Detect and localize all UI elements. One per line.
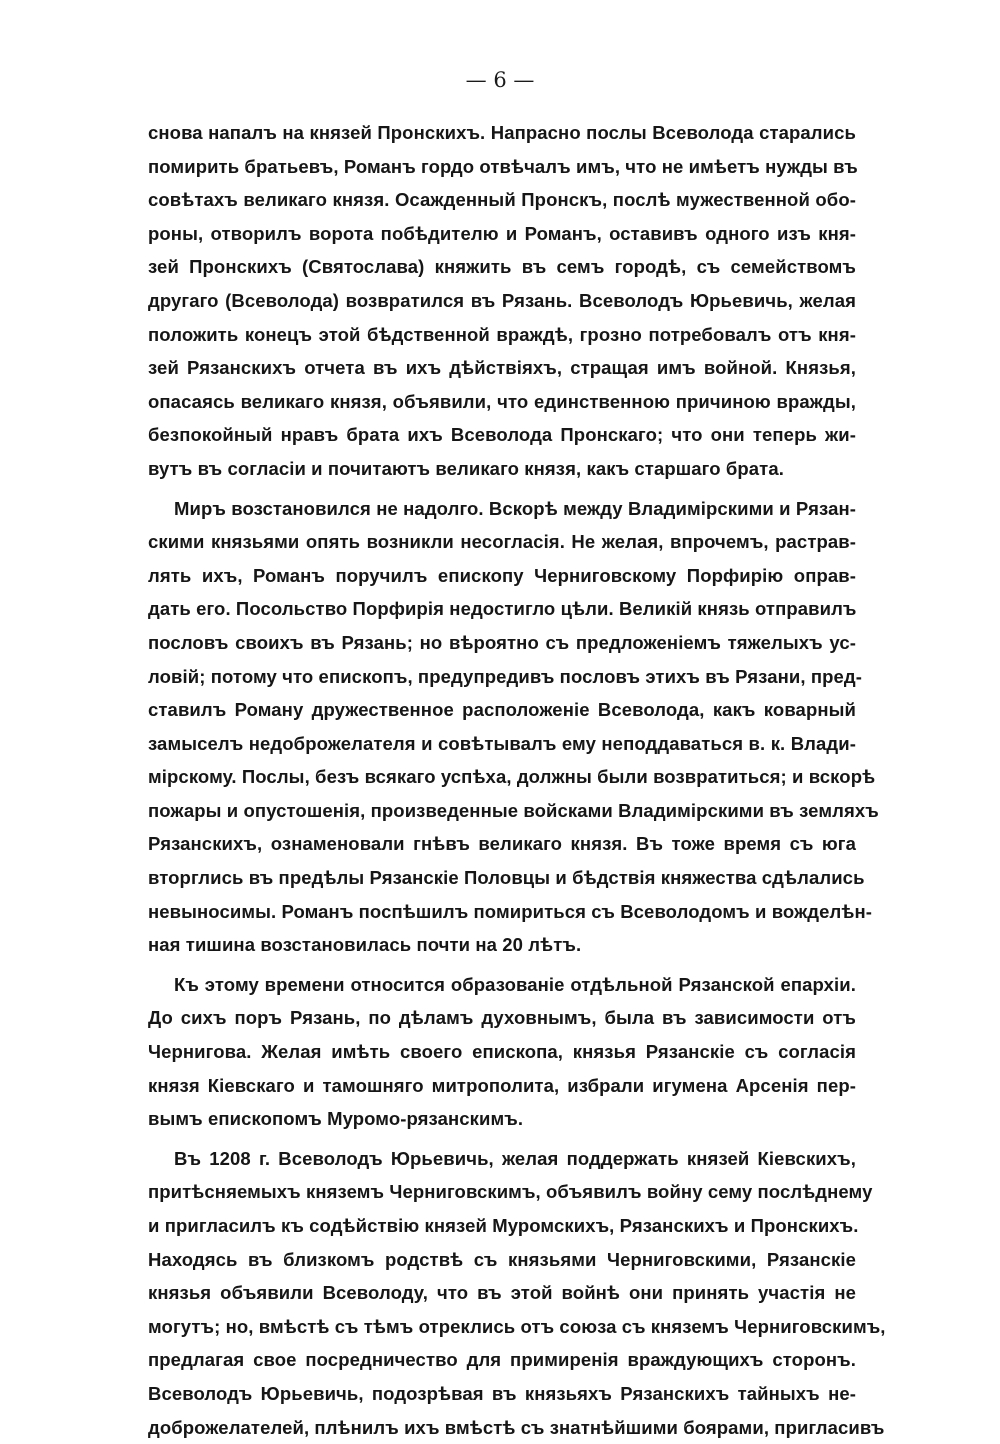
text-line: роны, отворилъ ворота побѣдителю и Романъ, оставивъ одного изъ кня- (148, 222, 856, 244)
text-line: вторглись въ предѣлы Рязанскіе Половцы и бѣдствія княжества сдѣлались (148, 867, 865, 889)
book-page (90, 30, 910, 1438)
text-line: опасаясь великаго князя, объявили, что единственною причиною вражды, (148, 390, 856, 412)
text-line: доброжелателей, плѣнилъ ихъ вмѣстѣ съ знатнѣйшими боярами, пригласивъ (148, 1416, 885, 1438)
paragraph-1 (148, 116, 856, 486)
page-number: — 6 — (465, 68, 535, 92)
text-line: вымъ епископомъ Муромо-рязанскимъ. (148, 1108, 524, 1130)
text-line: вутъ въ согласіи и почитаютъ великаго князя, какъ старшаго брата. (148, 457, 784, 479)
text-line: помирить братьевъ, Романъ гордо отвѣчалъ имъ, что не имѣетъ нужды въ (148, 155, 858, 177)
text-line: князя Кіевскаго и тамошняго митрополита, избрали игумена Арсенія пер- (148, 1074, 856, 1096)
text-line: Въ 1208 г. Всеволодъ Юрьевичь, желая поддержать князей Кіевскихъ, (174, 1147, 856, 1169)
text-line: скими князьями опять возникли несогласія. Не желая, впрочемъ, растрав- (148, 531, 856, 553)
text-line: положить конецъ этой бѣдственной враждѣ, грозно потребовалъ отъ кня- (148, 323, 856, 345)
text-line: другаго (Всеволода) возвратился въ Рязань. Всеволодъ Юрьевичь, желая (148, 289, 856, 311)
text-line: безпокойный нравъ брата ихъ Всеволода Пронскаго; что они теперь жи- (148, 424, 856, 446)
text-line: ная тишина возстановилась почти на 20 лѣтъ. (148, 934, 582, 956)
text-line: Находясь въ близкомъ родствѣ съ князьями Черниговскими, Рязанскіе (148, 1248, 856, 1270)
text-line: дать его. Посольство Порфирія недостигло цѣли. Великій князь отправилъ (148, 598, 857, 620)
text-line: зей Рязанскихъ отчета въ ихъ дѣйствіяхъ, стращая имъ войной. Князья, (148, 357, 856, 379)
paragraph-2 (148, 492, 879, 962)
text-body (148, 116, 886, 1444)
text-line: Рязанскихъ, ознаменовали гнѣвъ великаго князя. Въ тоже время съ юга (148, 833, 856, 855)
text-line: До сихъ поръ Рязань, по дѣламъ духовнымъ, была въ зависимости отъ (148, 1007, 856, 1029)
text-line: Всеволодъ Юрьевичь, подозрѣвая въ князьяхъ Рязанскихъ тайныхъ не- (148, 1382, 856, 1404)
text-line: могутъ; но, вмѣстѣ съ тѣмъ отреклись отъ союза съ княземъ Черниговскимъ, (148, 1315, 886, 1337)
text-line: пословъ своихъ въ Рязань; но вѣроятно съ предложеніемъ тяжелыхъ ус- (148, 631, 856, 653)
text-line: Миръ возстановился не надолго. Вскорѣ между Владимірскими и Рязан- (174, 497, 856, 519)
text-line: замыселъ недоброжелателя и совѣтывалъ ему неподдаваться в. к. Влади- (148, 732, 856, 754)
text-line: притѣсняемыхъ княземъ Черниговскимъ, объявилъ войну сему послѣднему (148, 1181, 873, 1203)
text-line: зей Пронскихъ (Святослава) княжить въ семъ городѣ, съ семействомъ (148, 256, 856, 278)
paragraph-3 (148, 968, 856, 1136)
text-line: предлагая свое посредничество для примиренія враждующихъ сторонъ. (148, 1349, 856, 1371)
text-line: Къ этому времени относится образованіе отдѣльной Рязанской епархіи. (174, 973, 856, 995)
text-line: ставилъ Роману дружественное расположеніе Всеволода, какъ коварный (148, 699, 856, 721)
text-line: снова напалъ на князей Пронскихъ. Напрасно послы Всеволода старались (148, 122, 856, 143)
text-line: лять ихъ, Романъ поручилъ епископу Черниговскому Порфирію оправ- (148, 564, 856, 586)
text-line: совѣтахъ великаго князя. Осажденный Пронскъ, послѣ мужественной обо- (148, 189, 856, 211)
text-line: невыносимы. Романъ поспѣшилъ помириться съ Всеволодомъ и вожделѣн- (148, 900, 873, 922)
text-line: и пригласилъ къ содѣйствію князей Муромскихъ, Рязанскихъ и Пронскихъ. (148, 1215, 859, 1236)
text-line: мірскому. Послы, безъ всякаго успѣха, должны были возвратиться; и вскорѣ (148, 766, 876, 788)
text-line: князья объявили Всеволоду, что въ этой войнѣ они принять участія не (148, 1282, 856, 1304)
text-line: Чернигова. Желая имѣть своего епископа, князья Рязанскіе съ согласія (148, 1041, 856, 1063)
paragraph-4 (148, 1142, 886, 1444)
text-line: ловій; потому что епископъ, предупредивъ пословъ этихъ въ Рязани, пред- (148, 665, 863, 687)
text-line: пожары и опустошенія, произведенные войсками Владимірскими въ земляхъ (148, 799, 879, 821)
